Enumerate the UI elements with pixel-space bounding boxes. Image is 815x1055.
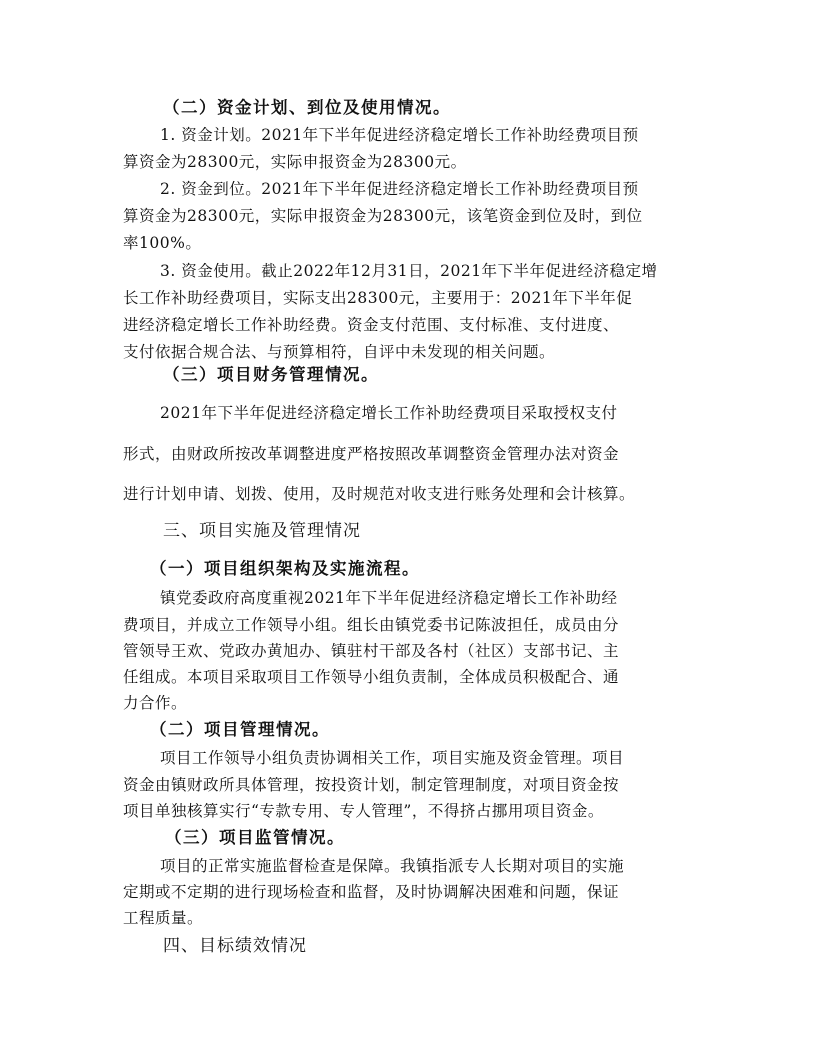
paragraph-line: 任组成。本项目采取项目工作领导小组负责制，全体成员积极配合、通 bbox=[123, 668, 620, 686]
paragraph-line: 资金由镇财政所具体管理，按投资计划，制定管理制度，对项目资金按 bbox=[123, 776, 620, 794]
paragraph-line: 率100%。 bbox=[123, 234, 202, 252]
paragraph-line: 形式，由财政所按改革调整进度严格按照改革调整资金管理办法对资金 bbox=[123, 445, 620, 463]
paragraph-line: 长工作补助经费项目，实际支出28300元，主要用于：2021年下半年促 bbox=[123, 289, 633, 307]
paragraph-line: 项目的正常实施监督检查是保障。我镇指派专人长期对项目的实施 bbox=[160, 857, 625, 875]
paragraph-line: 工程质量。 bbox=[123, 909, 204, 927]
paragraph-line: 算资金为28300元，实际申报资金为28300元。 bbox=[123, 153, 467, 171]
paragraph-line: 力合作。 bbox=[123, 694, 188, 712]
paragraph-line: 镇党委政府高度重视2021年下半年促进经济稳定增长工作补助经 bbox=[160, 589, 618, 607]
paragraph-line: 进经济稳定增长工作补助经费。资金支付范围、支付标准、支付进度、 bbox=[123, 316, 620, 334]
paragraph-line: 费项目，并成立工作领导小组。组长由镇党委书记陈波担任，成员由分 bbox=[123, 616, 620, 634]
heading-funds: （二）资金计划、到位及使用情况。 bbox=[163, 98, 451, 117]
paragraph-line: 管领导王欢、党政办黄旭办、镇驻村干部及各村（社区）支部书记、主 bbox=[123, 642, 620, 660]
paragraph-line: 2. 资金到位。2021年下半年促进经济稳定增长工作补助经费项目预 bbox=[160, 180, 639, 198]
heading-management: （二）项目管理情况。 bbox=[150, 720, 330, 739]
heading-organization: （一）项目组织架构及实施流程。 bbox=[150, 559, 420, 578]
paragraph-line: 项目工作领导小组负责协调相关工作，项目实施及资金管理。项目 bbox=[160, 749, 625, 767]
heading-chapter-4: 四、目标绩效情况 bbox=[163, 936, 307, 956]
heading-supervision: （三）项目监管情况。 bbox=[165, 828, 345, 847]
heading-finance: （三）项目财务管理情况。 bbox=[163, 365, 379, 384]
paragraph-line: 项目单独核算实行“专款专用、专人管理”，不得挤占挪用项目资金。 bbox=[123, 802, 604, 820]
paragraph-line: 1. 资金计划。2021年下半年促进经济稳定增长工作补助经费项目预 bbox=[160, 126, 639, 144]
paragraph-line: 算资金为28300元，实际申报资金为28300元，该笔资金到位及时，到位 bbox=[123, 207, 643, 225]
heading-chapter-3: 三、项目实施及管理情况 bbox=[163, 521, 361, 541]
paragraph-line: 进行计划申请、划拨、使用，及时规范对收支进行账务处理和会计核算。 bbox=[123, 485, 636, 503]
paragraph-line: 2021年下半年促进经济稳定增长工作补助经费项目采取授权支付 bbox=[160, 404, 618, 422]
paragraph-line: 定期或不定期的进行现场检查和监督，及时协调解决困难和问题，保证 bbox=[123, 883, 620, 901]
paragraph-line: 3. 资金使用。截止2022年12月31日，2021年下半年促进经济稳定增 bbox=[160, 262, 658, 280]
paragraph-line: 支付依据合规合法、与预算相符，自评中未发现的相关问题。 bbox=[123, 343, 556, 361]
